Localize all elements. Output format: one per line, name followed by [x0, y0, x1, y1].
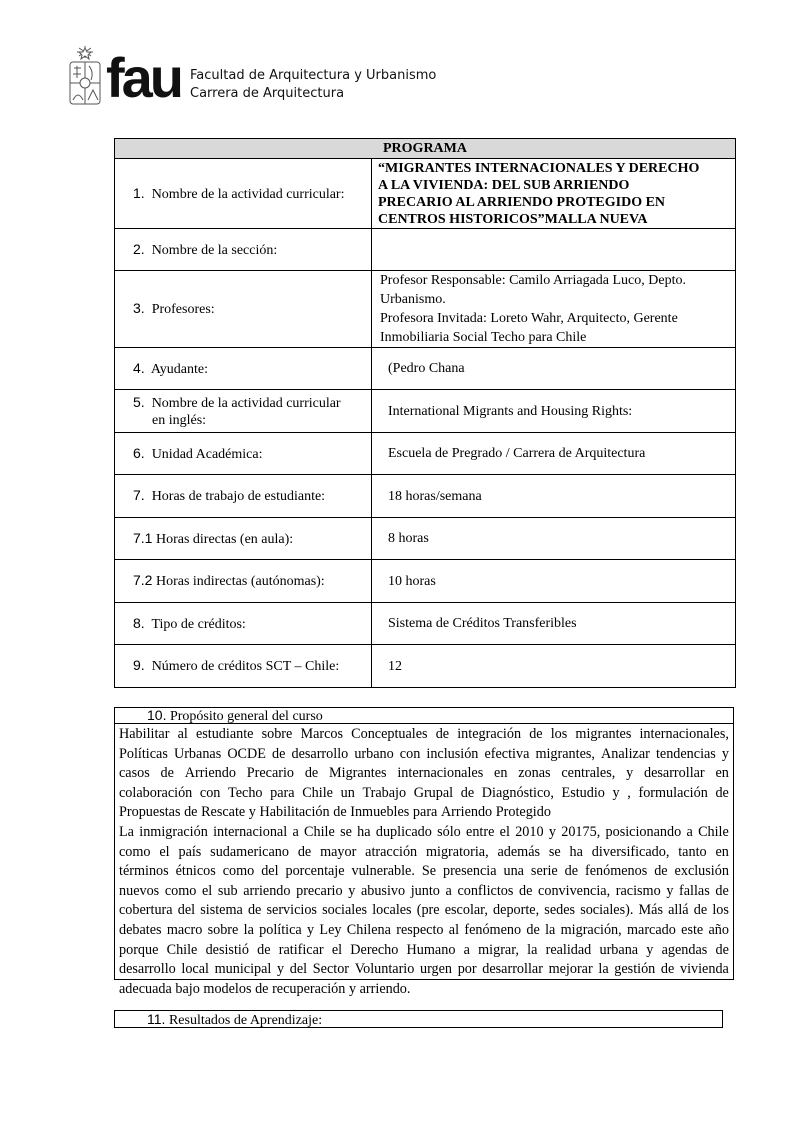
purpose-line: casos de Arriendo Precario de Migrantes internacionales en zonas centrales, y desarrollar en: [119, 765, 729, 782]
purpose-line: Propuestas de Rescate y Habilitación de Inmuebles para Arriendo Protegido: [119, 804, 551, 821]
table-row: [115, 159, 736, 229]
table-row: [115, 560, 736, 603]
fau-logo-text: fau: [106, 46, 181, 109]
career-name: Carrera de Arquitectura: [190, 86, 345, 101]
academic-unit-value: Escuela de Pregrado / Carrera de Arquitectura: [372, 433, 736, 475]
purpose-line: como el país sudamericano de mayor atracción migratoria, además se ha diversificado, tanto en: [119, 843, 729, 860]
row-label: 3. Profesores:: [115, 271, 372, 348]
table-row: [115, 518, 736, 560]
purpose-line: Políticas Urbanas OCDE de desarrollo urbano con inclusión efectiva migrantes, Analizar tendencias y: [119, 745, 729, 762]
purpose-line: porque Chile desistió de ratificar el Derecho Humano a migrar, la realidad urbana y agendas de: [119, 941, 729, 958]
row-label: 8. Tipo de créditos:: [115, 603, 372, 645]
learning-results-heading: 11. Resultados de Aprendizaje:: [114, 1010, 723, 1028]
purpose-heading: 10. Propósito general del curso: [115, 708, 733, 724]
row-label: 6. Unidad Académica:: [115, 433, 372, 475]
row-label: 4. Ayudante:: [115, 348, 372, 390]
purpose-line: debates macro sobre la política y Ley Chilena respecto al fenómeno de la migración, marcado este año: [119, 921, 729, 938]
purpose-line: colaboración con Techo para Chile un Trabajo Grupal de Diagnóstico, Estudio y , formulación de: [119, 784, 729, 801]
course-name-value: “MIGRANTES INTERNACIONALES Y DERECHO A LA VIVIENDA: DEL SUB ARRIENDO PRECARIO AL ARRIENDO PROTEGIDO EN CENTROS HISTORICOS”MALLA NUEVA: [372, 159, 736, 229]
student-hours-value: 18 horas/semana: [372, 475, 736, 518]
table-row: [115, 390, 736, 433]
table-row: [115, 603, 736, 645]
english-name-value: International Migrants and Housing Rights:: [372, 390, 736, 433]
row-label: 1. Nombre de la actividad curricular:: [115, 159, 372, 229]
programa-table: [114, 138, 736, 688]
purpose-line: La inmigración internacional a Chile se ha duplicado sólo entre el 2010 y 20175, posicionando a Chile: [119, 823, 729, 840]
purpose-line: Habilitar al estudiante sobre Marcos Conceptuales de integración de los migrantes internacionales,: [119, 726, 729, 742]
credit-type-value: Sistema de Créditos Transferibles: [372, 603, 736, 645]
table-row: [115, 271, 736, 348]
purpose-section: [114, 707, 734, 997]
table-row: [115, 229, 736, 271]
institution-name: [190, 67, 436, 103]
university-crest-logo: [68, 44, 102, 108]
professors-value: Profesor Responsable: Camilo Arriagada Luco, Depto. Urbanismo. Profesora Invitada: Loreto Wahr, Arquitecto, Gerente Inmobiliaria Social Techo para Chile: [372, 271, 736, 348]
table-row: [115, 475, 736, 518]
table-row: [115, 433, 736, 475]
purpose-text: [115, 724, 733, 999]
table-row: [115, 348, 736, 390]
row-label: 2. Nombre de la sección:: [115, 229, 372, 271]
assistant-value: (Pedro Chana: [372, 348, 736, 390]
row-label: 7.1 Horas directas (en aula):: [115, 518, 372, 560]
section-name-value: [372, 229, 736, 271]
row-label: 7. Horas de trabajo de estudiante:: [115, 475, 372, 518]
table-row: [115, 645, 736, 688]
purpose-line: términos étnicos como del porcentaje vulnerable. Se presencia una serie de fenómenos de exclusión: [119, 863, 729, 880]
indirect-hours-value: 10 horas: [372, 560, 736, 603]
purpose-line: nuevos como el sub arriendo precario y abusivo junto a conflictos de convivencia, racismo y fallas de: [119, 882, 729, 899]
purpose-line: adecuada bajo modelos de recuperación y arriendo.: [119, 980, 411, 997]
programa-header-row: [115, 139, 736, 159]
row-label: 5. Nombre de la actividad curricular en inglés:: [115, 390, 372, 433]
purpose-line: desarrollo local municipal y del Sector Voluntario urgen por desarrollar mejorar la gestión de vivienda: [119, 961, 729, 978]
purpose-line: cobertura del sistema de servicios sociales locales (pre escolar, deporte, sedes sociales). Más allá de los: [119, 902, 729, 919]
faculty-name: Facultad de Arquitectura y Urbanismo: [190, 68, 437, 83]
row-label: 7.2 Horas indirectas (autónomas):: [115, 560, 372, 603]
row-label: 9. Número de créditos SCT – Chile:: [115, 645, 372, 688]
credit-count-value: 12: [372, 645, 736, 688]
direct-hours-value: 8 horas: [372, 518, 736, 560]
programa-title: PROGRAMA: [115, 139, 736, 159]
